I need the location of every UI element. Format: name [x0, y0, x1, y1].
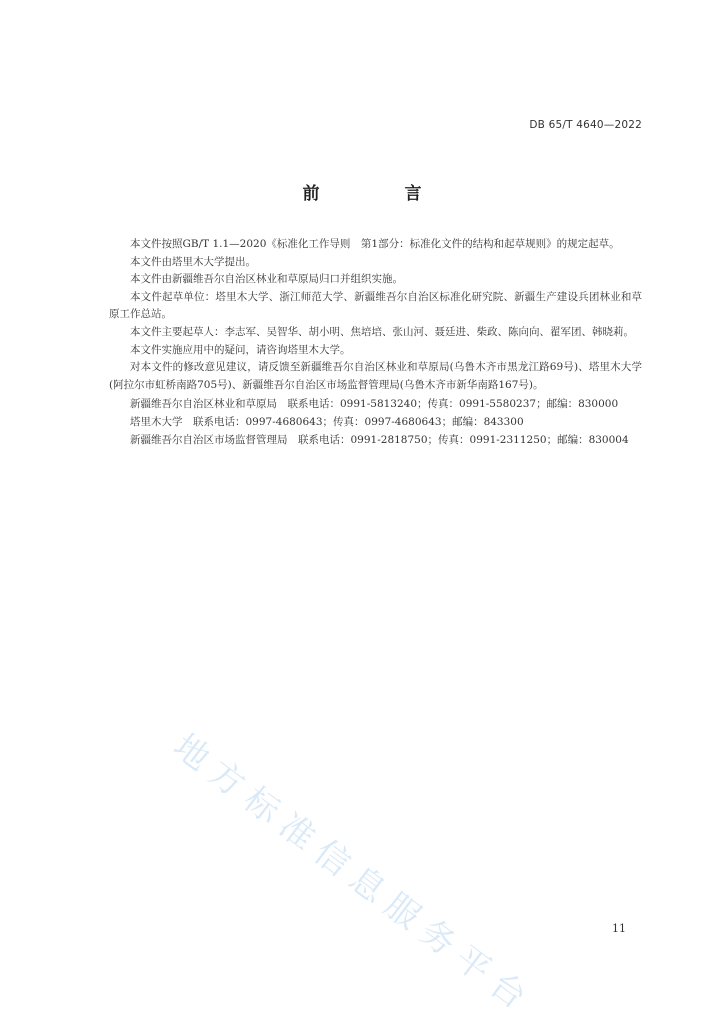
standard-code: DB 65/T 4640—2022 — [529, 119, 642, 131]
contact-list — [109, 396, 642, 449]
paragraph-drafters: 本文件主要起草人：李志军、吴智华、胡小明、焦培培、张山河、聂廷进、柴政、陈向向、翟军团、韩晓莉。 — [130, 325, 634, 338]
foreword-body — [109, 236, 642, 449]
paragraph-drafting-units: 本文件起草单位：塔里木大学、浙江师范大学、新疆维吾尔自治区标准化研究院、新疆生产建设兵团林业和草原工作总站。 — [109, 290, 642, 321]
paragraph-administrator: 本文件由新疆维吾尔自治区林业和草原局归口并组织实施。 — [130, 273, 403, 286]
page-title: 前 言 — [302, 184, 456, 204]
paragraph-feedback: 对本文件的修改意见建议，请反馈至新疆维吾尔自治区林业和草原局(乌鲁木齐市黑龙江路69号)、塔里木大学(阿拉尔市虹桥南路705号)、新疆维吾尔自治区市场监督管理局(乌鲁木齐市新华南路167号)。 — [109, 361, 642, 391]
paragraph-inquiries: 本文件实施应用中的疑问，请咨询塔里木大学。 — [130, 343, 351, 356]
paragraph-proposer: 本文件由塔里木大学提出。 — [130, 255, 256, 268]
contact-market-supervision: 新疆维吾尔自治区市场监督管理局 联系电话：0991-2818750；传真：0991-2311250；邮编：830004 — [130, 433, 629, 446]
paragraph-drafting-basis: 本文件按照GB/T 1.1—2020《标准化工作导则 第1部分：标准化文件的结构和起草规则》的规定起草。 — [130, 238, 620, 250]
contact-tarim-university: 塔里木大学 联系电话：0997-4680643；传真：0997-4680643；邮编：843300 — [130, 415, 524, 428]
page-number: 11 — [612, 922, 626, 935]
watermark: 地方标准信息服务平台 — [165, 726, 542, 1024]
contact-forestry-bureau: 新疆维吾尔自治区林业和草原局 联系电话：0991-5813240；传真：0991-5580237；邮编：830000 — [130, 398, 619, 411]
